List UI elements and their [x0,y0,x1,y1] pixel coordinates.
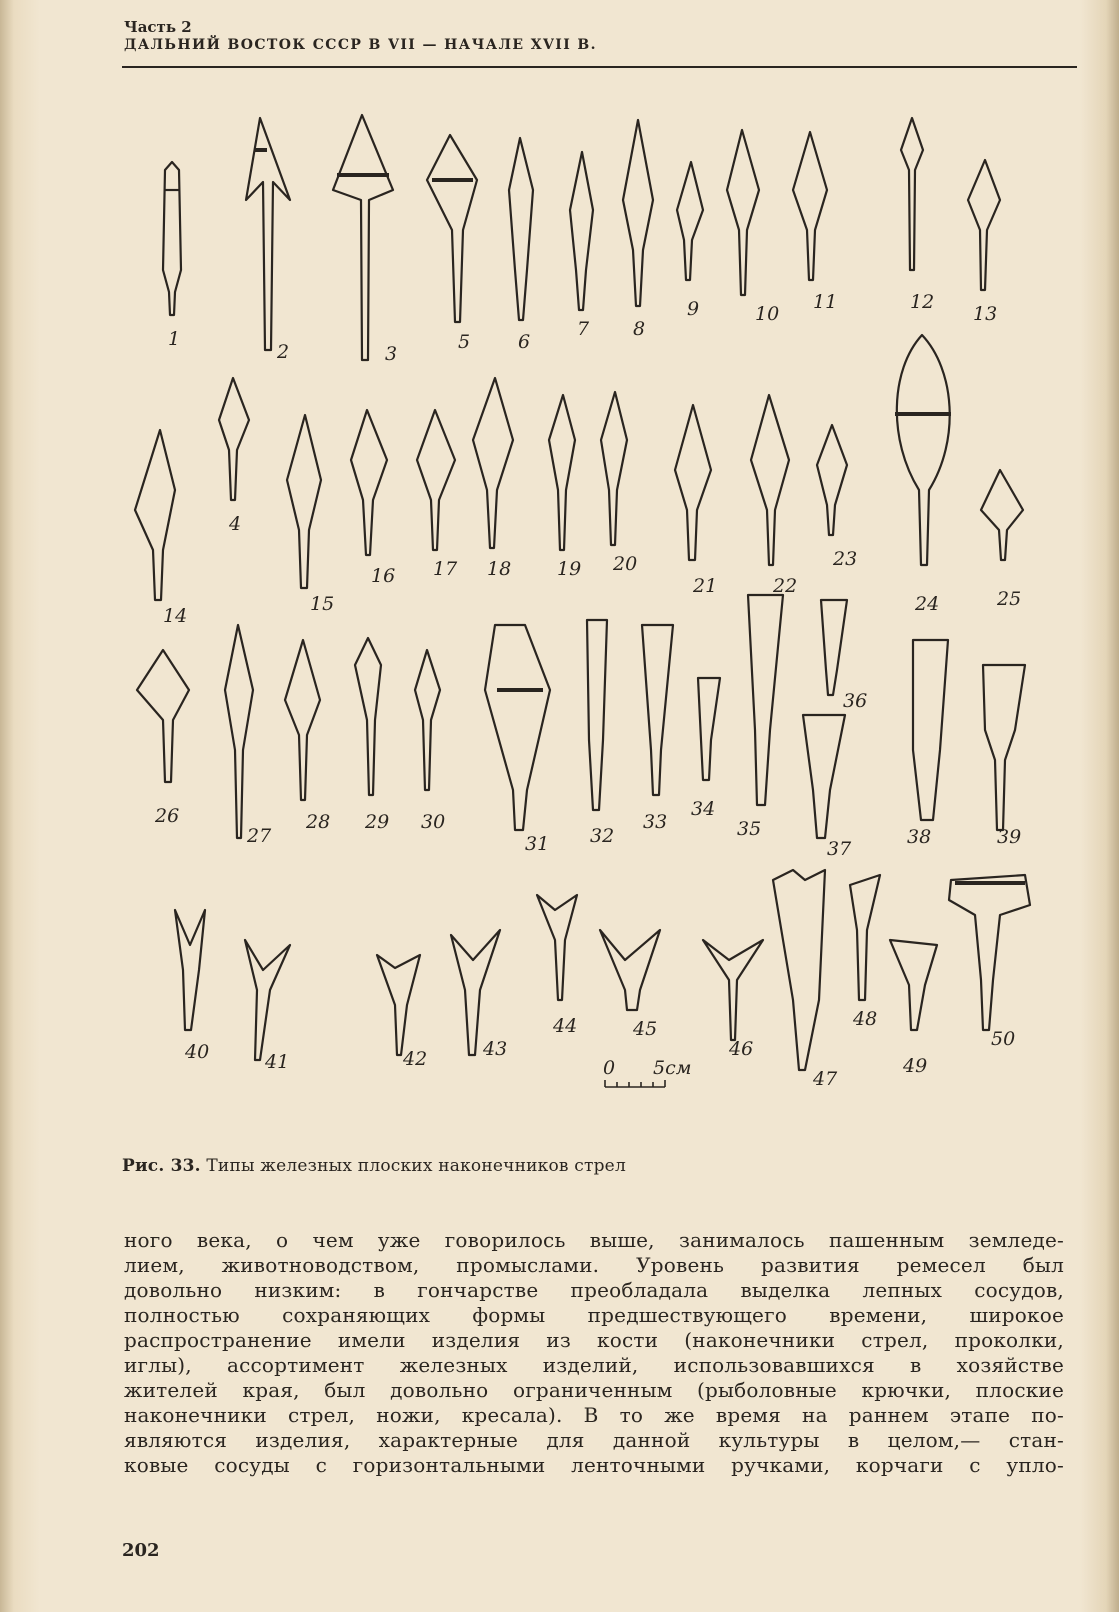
arrowhead-5 [427,135,477,322]
item-number: 19 [557,558,582,580]
arrowhead-8 [623,120,653,306]
page-number: 202 [122,1540,160,1561]
item-number: 12 [910,291,935,313]
arrowhead-22 [751,395,789,565]
arrowhead-36 [821,600,847,695]
arrowhead-34 [698,678,720,780]
item-number: 27 [247,825,272,847]
arrowhead-47 [773,870,825,1070]
item-number: 22 [773,575,798,597]
arrowhead-21 [675,405,711,560]
text-line: ного века, о чем уже говорилось выше, занималось пашенным земледе- [124,1228,1064,1252]
arrowhead-20 [601,392,627,545]
item-number: 35 [737,818,762,840]
arrowhead-39 [983,665,1025,830]
section-title: ДАЛЬНИЙ ВОСТОК СССР В VII — НАЧАЛЕ XVII В. [124,37,597,53]
item-number: 21 [693,575,718,597]
arrowhead-31 [485,625,550,830]
arrowhead-7 [570,152,593,310]
caption-label: Рис. 33. [122,1156,201,1176]
item-number: 44 [553,1015,578,1037]
item-number: 38 [907,826,932,848]
arrowhead-38 [913,640,948,820]
arrowhead-28 [285,640,320,800]
header-rule [122,66,1077,68]
caption-text: Типы железных плоских наконечников стрел [206,1156,626,1176]
item-number: 10 [755,303,780,325]
arrowhead-25 [981,470,1023,560]
item-number: 32 [590,825,615,847]
arrowhead-48 [850,875,880,1000]
item-number: 4 [229,513,242,535]
arrowhead-33 [642,625,673,795]
text-line: лием, животноводством, промыслами. Уровень развития ремесел был [124,1253,1064,1277]
arrowhead-41 [245,940,290,1060]
item-number: 5 [458,331,471,353]
arrowhead-35 [748,595,783,805]
arrowhead-4 [219,378,249,500]
arrowhead-29 [355,638,381,795]
arrowhead-44 [537,895,577,1000]
text-line: наконечники стрел, ножи, кресала). В то же время на раннем этапе по- [124,1403,1064,1427]
item-number: 43 [483,1038,508,1060]
item-number: 14 [163,605,188,627]
arrowhead-15 [287,415,321,588]
arrowhead-14 [135,430,175,600]
arrowhead-23 [817,425,847,535]
item-number: 13 [973,303,998,325]
item-number: 39 [997,826,1022,848]
arrowhead-9 [677,162,703,280]
item-number: 31 [525,833,550,855]
arrowhead-1 [163,162,181,315]
scale-label-five: 5см [653,1057,692,1079]
figure-caption [122,1156,626,1176]
item-number: 34 [691,798,716,820]
item-number: 11 [813,291,838,313]
item-number: 23 [833,548,858,570]
text-line: жителей края, был довольно ограниченным (рыболовные крючки, плоские [124,1378,1064,1402]
item-number: 24 [915,593,940,615]
arrowhead-17 [417,410,455,550]
text-line: являются изделия, характерные для данной культуры в целом,— стан- [124,1428,1064,1452]
scale-bar [605,1080,665,1087]
item-number: 17 [433,558,458,580]
text-line: ковые сосуды с горизонтальными ленточными ручками, корчаги с упло- [124,1453,1064,1477]
item-number: 46 [729,1038,754,1060]
arrowhead-45 [600,930,660,1010]
item-number: 40 [185,1041,210,1063]
item-number: 26 [155,805,180,827]
arrowhead-42 [377,955,420,1055]
scale-label-zero: 0 [603,1057,616,1079]
arrowhead-46 [703,940,763,1040]
arrowhead-49 [890,940,937,1030]
arrowhead-24 [895,335,951,565]
item-number: 50 [991,1028,1016,1050]
item-number: 25 [997,588,1022,610]
item-number: 48 [853,1008,878,1030]
text-line: довольно низким: в гончарстве преобладала выделка лепных сосудов, [124,1278,1064,1302]
item-number: 18 [487,558,512,580]
arrowhead-37 [803,715,845,838]
arrowhead-32 [587,620,607,810]
item-number: 16 [371,565,396,587]
text-line: полностью сохраняющих формы предшествующего времени, широкое [124,1303,1064,1327]
item-number: 33 [643,811,668,833]
item-number: 2 [277,341,290,363]
arrowhead-50 [949,875,1030,1030]
item-number: 7 [577,318,590,340]
arrowhead-10 [727,130,759,295]
item-number: 20 [613,553,638,575]
item-number: 47 [813,1068,838,1090]
arrowhead-19 [549,395,575,550]
arrowhead-40 [175,910,205,1030]
arrowhead-43 [451,930,500,1055]
arrowhead-30 [415,650,440,790]
part-label: Часть 2 [124,18,192,36]
arrowhead-13 [968,160,1000,290]
body-text [124,1228,1064,1478]
item-number: 41 [265,1051,290,1073]
arrowhead-16 [351,410,387,555]
item-number: 29 [365,811,390,833]
item-number: 9 [687,298,700,320]
item-number: 8 [633,318,646,340]
item-number: 45 [633,1018,658,1040]
arrowhead-27 [225,625,253,838]
item-number: 15 [310,593,335,615]
arrowhead-26 [137,650,189,782]
item-number: 6 [518,331,531,353]
item-number: 36 [843,690,868,712]
item-number: 3 [385,343,398,365]
arrowhead-2 [246,118,290,350]
arrowhead-figure [125,110,1055,1110]
arrowhead-11 [793,132,827,280]
item-number: 37 [827,838,852,860]
item-number: 49 [903,1055,928,1077]
text-line: распространение имели изделия из кости (наконечники стрел, проколки, [124,1328,1064,1352]
arrowhead-18 [473,378,513,548]
item-number: 42 [403,1048,428,1070]
text-line: иглы), ассортимент железных изделий, использовавшихся в хозяйстве [124,1353,1064,1377]
arrowhead-12 [901,118,923,270]
arrowhead-3 [333,115,393,360]
item-number: 30 [421,811,446,833]
item-number: 28 [306,811,331,833]
arrowhead-6 [509,138,533,320]
item-number: 1 [168,328,181,350]
running-header [124,18,597,54]
